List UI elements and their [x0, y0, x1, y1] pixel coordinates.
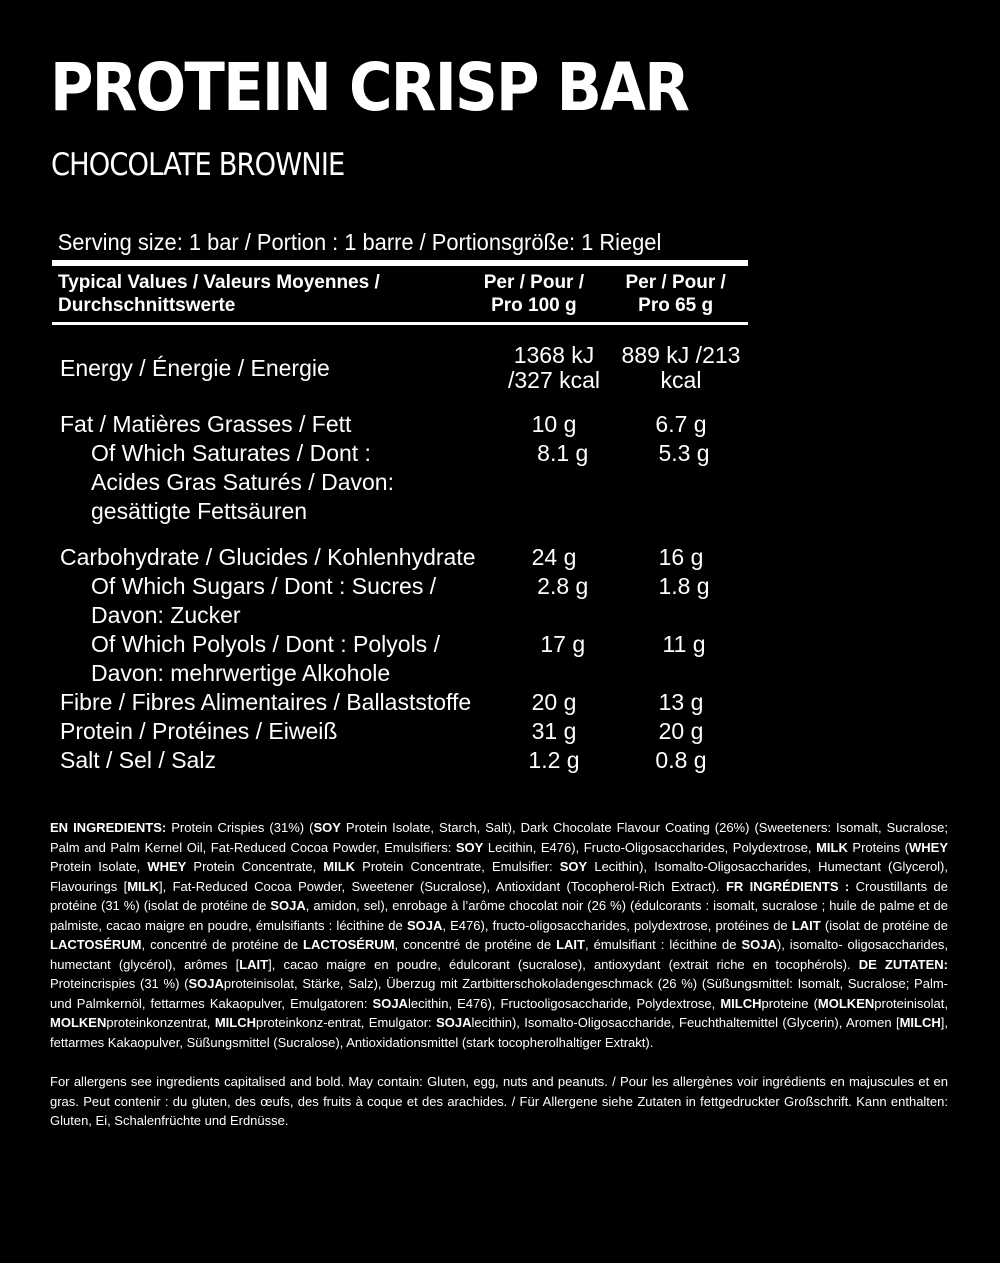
allergen-term: WHEY [147, 859, 187, 874]
nutrient-label [52, 717, 494, 746]
nutrient-label-line: Of Which Saturates / Dont : [91, 440, 371, 466]
table-header [52, 266, 748, 322]
allergen-term: MILK [127, 878, 159, 894]
value-per-serving-line: 6.7 g [655, 411, 707, 437]
nutrition-row [52, 543, 748, 572]
allergen-term: FR INGRÉDIENTS : [725, 878, 850, 894]
allergen-term: SOY [559, 859, 588, 874]
ingredient-text: , amidon, sel), enrobage à l’arôme chocolat noir (26 %) (édulcorants : isomalt, sucralose ; huile de palme et de palmiste, cacao maigre en poudre, émulsifiants : lécithine de [50, 898, 949, 933]
value-per-serving [614, 543, 748, 572]
nutrition-row [52, 717, 748, 746]
nutrient-label-line: Fibre / Fibres Alimentaires / Ballaststoffe [60, 689, 472, 715]
allergen-term: SOY [313, 820, 341, 835]
ingredient-text: ], fettarmes Kakaopulver, Süßungsmittel (Sucralose), Antioxidationsmittel (stark tocopherolhaltiger Extrakt). [50, 1015, 948, 1050]
nutrition-row [52, 688, 748, 717]
nutrient-label [52, 543, 494, 572]
nutrient-label-line: Fat / Matières Grasses / Fett [60, 411, 352, 437]
ingredient-text: Lecithin), Isomalto-Oligosaccharides, Humectant (Glycerol), Flavourings [ [50, 859, 948, 894]
allergen-term: MILCH [214, 1015, 256, 1030]
value-per-100g [494, 688, 614, 717]
allergen-term: LAIT [556, 937, 585, 952]
ingredient-text: ), isomalto- oligosaccharides, humectant (glycérol), arômes [ [50, 937, 948, 972]
allergen-term: MILK [323, 859, 356, 874]
product-flavour: CHOCOLATE BROWNIE [51, 147, 345, 183]
nutrient-label-line: Protein / Protéines / Eiweiß [60, 718, 338, 744]
allergen-term: SOJA [270, 898, 306, 913]
value-per-serving [614, 746, 748, 775]
ingredient-text: Protein Isolate, Starch, Salt), Dark Chocolate Flavour Coating (26%) (Sweeteners: Isomalt, Sucralose; Palm and Palm Kernel Oil, Fat-Reduced Cocoa Powder, Emulsifiers: [50, 820, 948, 855]
nutrient-label-line: Of Which Polyols / Dont : Polyols / [91, 631, 440, 657]
allergen-term: MILK [816, 839, 848, 855]
header-per-serving [603, 271, 748, 317]
value-per-100g-line: 1368 kJ / [507, 342, 595, 393]
value-per-serving-line: 5.3 g [658, 440, 710, 466]
allergen-term: SOJA [741, 937, 777, 952]
nutrition-row [52, 343, 748, 393]
nutrient-label [52, 572, 505, 630]
nutrition-row [52, 746, 748, 775]
value-per-100g [494, 543, 614, 572]
value-per-serving-line: 11 g [662, 631, 706, 657]
allergen-term: DE ZUTATEN: [858, 956, 948, 972]
value-per-100g [494, 343, 614, 393]
ingredient-text: Protein Isolate, [50, 859, 148, 874]
value-per-100g [494, 746, 614, 775]
value-per-100g-line: 1.2 g [528, 747, 580, 773]
nutrient-label-line: Salt / Sel / Salz [60, 747, 216, 773]
nutrient-label [52, 688, 494, 717]
nutrient-label-line: Carbohydrate / Glucides / Kohlenhydrate [60, 544, 476, 570]
ingredient-text: , émulsifiant : lécithine de [584, 937, 742, 952]
nutrition-table [52, 226, 748, 775]
ingredient-text: proteinisolat, Stärke, Salz), Überzug mit Zartbitterschokoladengeschmack (26 %) (Süßungsmittel: Isomalt, Sucralose; Palm- und Palmkernöl, fettarmes Kakaopulver, Emulgatoren: [50, 976, 948, 1011]
value-per-100g-line: 17 g [540, 631, 586, 657]
value-per-serving-line: 889 kJ / [621, 342, 703, 368]
value-per-serving-line: 213 kcal [660, 342, 741, 393]
value-per-serving [614, 343, 748, 393]
value-per-serving [614, 688, 748, 717]
value-per-serving-line: 0.8 g [655, 747, 707, 773]
serving-size: Serving size: 1 bar / Portion : 1 barre / Portionsgröße: 1 Riegel [57, 229, 662, 255]
ingredient-text: ], Fat-Reduced Cocoa Powder, Sweetener (Sucralose), Antioxidant (Tocopherol-Rich Extract). [158, 878, 726, 894]
ingredient-text: (isolat de protéine de [820, 917, 948, 933]
nutrient-label-line: Davon: mehrwertige Alkohole [91, 660, 391, 686]
allergen-term: SOJA [372, 995, 408, 1011]
allergen-term: LACTOSÉRUM [50, 937, 142, 952]
value-per-100g [494, 717, 614, 746]
allergen-term: MOLKEN [817, 995, 875, 1011]
value-per-100g [494, 410, 614, 439]
ingredient-text: Proteins ( [847, 839, 910, 855]
value-per-100g-line: 10 g [531, 411, 577, 437]
ingredient-text: lecithin), Isomalto-Oligosaccharide, Feuchthaltemittel (Glycerin), Aromen [ [471, 1015, 900, 1030]
value-per-100g [505, 572, 620, 630]
allergen-term: SOJA [188, 976, 224, 991]
allergen-term: MILCH [720, 995, 762, 1011]
header-typical-values [52, 271, 464, 317]
value-per-100g-line: 327 kcal [514, 367, 601, 393]
allergen-term: LAIT [239, 956, 269, 972]
nutrition-row [52, 572, 748, 630]
value-per-100g-line: 20 g [531, 689, 577, 715]
header-per-serving-line1: Per / Pour / [625, 272, 726, 293]
ingredient-text: proteinkonz-entrat, Emulgator: [256, 1015, 437, 1030]
ingredient-text: ], cacao maigre en poudre, édulcorant (sucralose), antioxydant (extrait riche en tocophérols). [268, 956, 859, 972]
ingredients-text [50, 818, 948, 1052]
nutrient-label-line: gesättigte Fettsäuren [91, 498, 308, 524]
ingredient-text: proteinisolat, [874, 995, 948, 1011]
header-per-100g-line2: Pro 100 g [491, 295, 577, 316]
ingredient-text: Protein Concentrate, Emulsifier: [355, 859, 560, 874]
ingredients-block [50, 818, 948, 1131]
ingredient-text: proteine ( [761, 995, 818, 1011]
nutrient-label-line: Of Which Sugars / Dont : Sucres / [91, 573, 437, 599]
header-typical-values-line1: Typical Values / Valeurs Moyennes / [58, 272, 380, 293]
allergen-term: EN INGREDIENTS: [50, 820, 167, 835]
allergen-term: LAIT [791, 917, 821, 933]
header-per-100g [464, 271, 603, 317]
ingredient-text: , concentré de protéine de [141, 937, 304, 952]
nutrition-rows [52, 343, 748, 775]
ingredient-text: Protein Concentrate, [186, 859, 324, 874]
value-per-serving-line: 16 g [658, 544, 704, 570]
ingredient-text: proteinkonzentrat, [106, 1015, 215, 1030]
value-per-serving-line: 13 g [658, 689, 704, 715]
nutrient-label [52, 410, 494, 439]
nutrition-row [52, 439, 748, 526]
value-per-serving [620, 630, 748, 688]
allergen-term: SOY [455, 839, 484, 855]
header-per-100g-line1: Per / Pour / [483, 272, 585, 293]
value-per-100g-line: 24 g [531, 544, 577, 570]
header-typical-values-line2: Durchschnittswerte [58, 295, 236, 316]
ingredient-text: , E476), fructo-oligosaccharides, polydextrose, protéines de [442, 917, 792, 933]
value-per-100g-line: 2.8 g [537, 573, 589, 599]
nutrient-label-line: Davon: Zucker [91, 602, 241, 628]
nutrient-label-line: Energy / Énergie / Energie [60, 354, 330, 381]
value-per-serving [614, 717, 748, 746]
allergen-term: MILCH [899, 1015, 941, 1030]
ingredient-text: Protein Crispies (31%) ( [166, 820, 314, 835]
ingredient-text: Lecithin, E476), Fructo-Oligosaccharides, Polydextrose, [483, 839, 817, 855]
product-title: PROTEIN CRISP BAR [50, 49, 689, 126]
value-per-serving-line: 20 g [658, 718, 704, 744]
value-per-100g-line: 8.1 g [537, 440, 589, 466]
allergen-term: SOJA [406, 917, 443, 933]
allergen-term: LACTOSÉRUM [303, 937, 395, 952]
value-per-serving [614, 410, 748, 439]
value-per-100g-line: 31 g [531, 718, 577, 744]
ingredient-text: , concentré de protéine de [394, 937, 557, 952]
table-divider-thin [52, 322, 748, 325]
value-per-serving [620, 439, 748, 526]
nutrition-row [52, 410, 748, 439]
allergen-term: MOLKEN [50, 1015, 107, 1030]
allergen-term: SOJA [436, 1015, 472, 1030]
nutrient-label [52, 439, 505, 526]
nutrient-label [52, 354, 494, 383]
ingredient-text: Proteincrispies (31 %) ( [50, 976, 189, 991]
allergen-statement: For allergens see ingredients capitalised and bold. May contain: Gluten, egg, nuts and peanuts. / Pour les allergènes voir ingrédients en majuscules et en gras. Peut contenir : du gluten, des œufs, des fruits à coque et des arachides. / Für Allergene siehe Zutaten in fettgedruckter Großschrift. Kann enthalten: Gluten, Ei, Schalenfrüchte und Erdnüsse. [50, 1074, 948, 1128]
value-per-serving-line: 1.8 g [658, 573, 710, 599]
value-per-100g [505, 439, 620, 526]
nutrition-row [52, 630, 748, 688]
value-per-serving [620, 572, 748, 630]
nutrient-label [52, 746, 494, 775]
header-per-serving-line2: Pro 65 g [638, 295, 714, 316]
ingredient-text: lecithin, E476), Fructooligosaccharide, Polydextrose, [407, 995, 721, 1011]
ingredient-text: Croustillants de protéine (31 %) (isolat de protéine de [50, 878, 949, 913]
nutrient-label [52, 630, 505, 688]
nutrient-label-line: Acides Gras Saturés / Davon: [91, 469, 394, 495]
value-per-100g [505, 630, 620, 688]
allergen-term: WHEY [909, 839, 949, 855]
